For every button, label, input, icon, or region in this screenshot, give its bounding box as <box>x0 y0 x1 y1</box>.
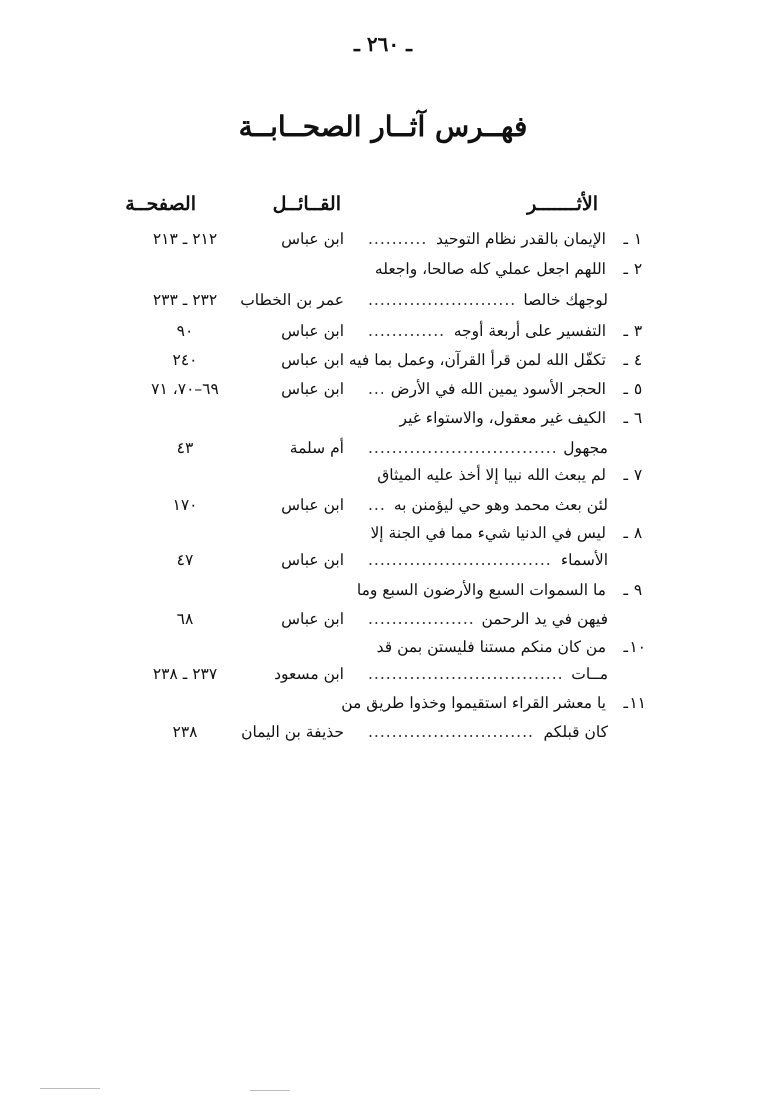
dot-leader <box>368 605 473 633</box>
qail-name: ابن عباس <box>281 380 344 398</box>
row-number: ٥ <box>633 380 643 398</box>
athar-text: الأسماء <box>560 551 608 569</box>
athar-text: الكيف غير معقول، والاستواء غير <box>399 409 606 427</box>
page-ref: ٤٣ <box>176 439 194 457</box>
qail-name: ابن عباس <box>281 610 344 628</box>
qail-name: ابن عباس <box>281 351 344 369</box>
row-number: ٧ <box>633 466 643 484</box>
athar-text: ليس في الدنيا شيء مما في الجنة إلا <box>370 524 606 542</box>
row-dash: ـ <box>623 638 628 656</box>
page-ref: ٦٩–٧٠، ٧١ <box>151 380 219 398</box>
qail-name: ابن عباس <box>281 496 344 514</box>
row-number: ٦ <box>633 409 643 427</box>
table-row <box>0 718 766 746</box>
athar-text: مــات <box>571 665 608 683</box>
table-row <box>0 255 766 283</box>
page-ref: ٩٠ <box>176 322 194 340</box>
header-athar: الأثـــــــر <box>527 193 598 215</box>
dot-leader <box>368 660 563 688</box>
table-row <box>0 434 766 462</box>
table-row <box>0 491 766 519</box>
table-row <box>0 461 766 489</box>
header-page: الصفحــة <box>125 193 196 215</box>
table-row <box>0 225 766 253</box>
page-ref: ٢٣٧ ـ ٢٣٨ <box>152 665 218 683</box>
row-dash: ـ <box>623 581 628 599</box>
scan-speck <box>250 1090 290 1091</box>
qail-name: ابن عباس <box>281 551 344 569</box>
row-dash: ـ <box>623 260 628 278</box>
scan-speck <box>40 1088 100 1089</box>
row-number: ١ <box>633 230 643 248</box>
page-title: فهــرس آثــار الصحــابــة <box>238 110 528 143</box>
page-ref: ٢٣٨ <box>172 723 198 741</box>
athar-text: الإيمان بالقدر نظام التوحيد <box>436 230 606 248</box>
row-number: ٨ <box>633 524 643 542</box>
row-number: ٢ <box>633 260 643 278</box>
athar-text: كان قبلكم <box>543 723 608 741</box>
table-row <box>0 660 766 688</box>
row-dash: ـ <box>623 694 628 712</box>
table-row <box>0 404 766 432</box>
row-dash: ـ <box>623 351 628 369</box>
table-row <box>0 286 766 314</box>
dot-leader <box>368 225 428 253</box>
table-row <box>0 346 766 374</box>
athar-text: يا معشر القراء استقيموا وخذوا طريق من <box>341 694 606 712</box>
dot-leader <box>368 375 383 403</box>
row-dash: ـ <box>623 409 628 427</box>
header-qail: القــائــل <box>272 193 341 215</box>
qail-name: أم سلمة <box>289 439 344 457</box>
row-dash: ـ <box>623 466 628 484</box>
row-number: ٩ <box>633 581 643 599</box>
table-row <box>0 633 766 661</box>
table-row <box>0 546 766 574</box>
dot-leader <box>368 317 446 345</box>
athar-text: لم يبعث الله نبيا إلا أخذ عليه الميثاق <box>377 466 606 484</box>
qail-name: ابن مسعود <box>274 665 344 683</box>
page-ref: ٢١٢ ـ ٢١٣ <box>152 230 218 248</box>
row-number: ٤ <box>633 351 643 369</box>
row-dash: ـ <box>623 230 628 248</box>
athar-text: تكفّل الله لمن قرأ القرآن، وعمل بما فيه <box>348 351 606 369</box>
athar-text: اللهم اجعل عملي كله صالحا، واجعله <box>374 260 606 278</box>
page-ref: ٦٨ <box>176 610 194 628</box>
page-ref: ٤٧ <box>176 551 194 569</box>
table-row <box>0 519 766 547</box>
qail-name: ابن عباس <box>281 322 344 340</box>
row-dash: ـ <box>623 322 628 340</box>
athar-text: لوجهك خالصا <box>523 291 608 309</box>
dot-leader <box>368 491 386 519</box>
athar-text: لئن بعث محمد وهو حي ليؤمنن به <box>393 496 608 514</box>
table-row <box>0 689 766 717</box>
dot-leader <box>368 718 535 746</box>
qail-name: عمر بن الخطاب <box>240 291 344 309</box>
athar-text: من كان منكم مستنا فليستن بمن قد <box>376 638 606 656</box>
athar-text: الحجر الأسود يمين الله في الأرض <box>390 380 606 398</box>
row-number: ٣ <box>633 322 643 340</box>
row-number: ١٠ <box>629 638 646 656</box>
table-header <box>0 193 766 223</box>
dot-leader <box>368 434 555 462</box>
page-number: ـ ٢٦٠ ـ <box>354 32 412 56</box>
row-dash: ـ <box>623 380 628 398</box>
row-number: ١١ <box>629 694 646 712</box>
page-ref: ٢٤٠ <box>172 351 198 369</box>
table-row <box>0 317 766 345</box>
athar-text: مجهول <box>563 439 608 457</box>
page-ref: ١٧٠ <box>172 496 198 514</box>
page-ref: ٢٣٢ ـ ٢٣٣ <box>152 291 218 309</box>
athar-text: التفسير على أربعة أوجه <box>453 322 606 340</box>
dot-leader <box>368 286 515 314</box>
row-dash: ـ <box>623 524 628 542</box>
dot-leader <box>368 546 553 574</box>
athar-text: فيهن في يد الرحمن <box>481 610 608 628</box>
qail-name: ابن عباس <box>281 230 344 248</box>
athar-text: ما السموات السبع والأرضون السبع وما <box>356 581 606 599</box>
table-row <box>0 375 766 403</box>
table-row <box>0 605 766 633</box>
qail-name: حذيفة بن اليمان <box>241 723 344 741</box>
table-row <box>0 576 766 604</box>
